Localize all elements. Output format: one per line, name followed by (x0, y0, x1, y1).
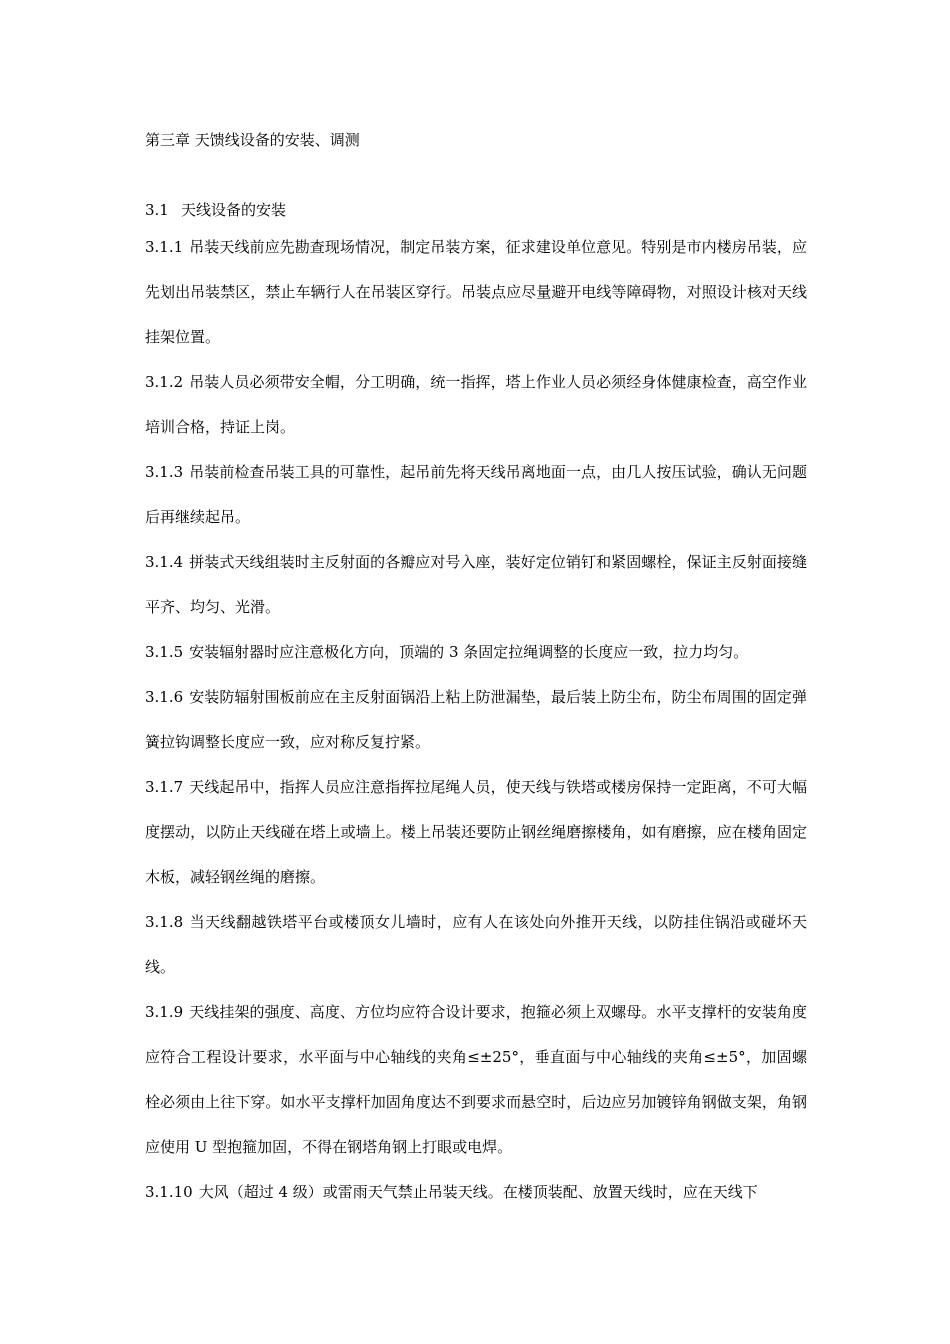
section-heading (145, 195, 807, 225)
paragraph-number: 3.1.7 (145, 778, 184, 796)
paragraph-text: 大风（超过 4 级）或雷雨天气禁止吊装天线。在楼顶装配、放置天线时，应在天线下 (198, 1183, 758, 1201)
paragraph-number: 3.1.6 (145, 688, 184, 706)
paragraph-text: 当天线翻越铁塔平台或楼顶女儿墙时，应有人在该处向外推开天线，以防挂住锅沿或碰坏天线。 (145, 913, 807, 976)
chapter-title: 第三章 天馈线设备的安装、调测 (145, 131, 360, 149)
paragraph-number: 3.1.10 (145, 1183, 193, 1201)
paragraph-text: 吊装天线前应先勘查现场情况，制定吊装方案，征求建设单位意见。特别是市内楼房吊装，应先划出吊装禁区，禁止车辆行人在吊装区穿行。吊装点应尽量避开电线等障碍物，对照设计核对天线挂架位置。 (145, 238, 807, 346)
paragraph-number: 3.1.8 (145, 913, 184, 931)
paragraph-3-1-8 (145, 900, 807, 990)
paragraph-3-1-9 (145, 990, 807, 1170)
paragraph-text: 拼装式天线组装时主反射面的各瓣应对号入座，装好定位销钉和紧固螺栓，保证主反射面接缝平齐、均匀、光滑。 (145, 553, 807, 616)
paragraph-number: 3.1.3 (145, 463, 184, 481)
paragraph-text: 天线挂架的强度、高度、方位均应符合设计要求，抱箍必须上双螺母。水平支撑杆的安装角度应符合工程设计要求，水平面与中心轴线的夹角≤±25°，垂直面与中心轴线的夹角≤±5°，加固螺栓必须由上往下穿。如水平支撑杆加固角度达不到要求而悬空时，后边应另加镀锌角钢做支架，角钢应使用 U 型抱箍加固，不得在钢塔角钢上打眼或电焊。 (145, 1003, 807, 1156)
paragraph-3-1-3 (145, 450, 807, 540)
page-content (145, 125, 807, 1215)
section-number: 3.1 (145, 201, 169, 219)
paragraph-number: 3.1.1 (145, 238, 184, 256)
paragraph-3-1-5 (145, 630, 807, 675)
paragraph-3-1-7 (145, 765, 807, 900)
paragraph-3-1-2 (145, 360, 807, 450)
paragraph-3-1-10 (145, 1170, 807, 1215)
paragraph-number: 3.1.5 (145, 643, 184, 661)
paragraph-3-1-6 (145, 675, 807, 765)
paragraph-3-1-4 (145, 540, 807, 630)
paragraph-number: 3.1.4 (145, 553, 184, 571)
paragraph-number: 3.1.2 (145, 373, 184, 391)
section-title: 天线设备的安装 (181, 201, 287, 219)
paragraph-text: 安装辐射器时应注意极化方向，顶端的 3 条固定拉绳调整的长度应一致，拉力均匀。 (189, 643, 749, 661)
paragraph-text: 安装防辐射围板前应在主反射面锅沿上粘上防泄漏垫，最后装上防尘布，防尘布周围的固定弹簧拉钩调整长度应一致，应对称反复拧紧。 (145, 688, 807, 751)
paragraph-number: 3.1.9 (145, 1003, 184, 1021)
paragraph-3-1-1 (145, 225, 807, 360)
paragraph-text: 天线起吊中，指挥人员应注意指挥拉尾绳人员，使天线与铁塔或楼房保持一定距离，不可大幅度摆动，以防止天线碰在塔上或墙上。楼上吊装还要防止钢丝绳磨擦楼角，如有磨擦，应在楼角固定木板，减轻钢丝绳的磨擦。 (145, 778, 807, 886)
paragraph-text: 吊装前检查吊装工具的可靠性，起吊前先将天线吊离地面一点，由几人按压试验，确认无问题后再继续起吊。 (145, 463, 807, 526)
paragraph-text: 吊装人员必须带安全帽，分工明确，统一指挥，塔上作业人员必须经身体健康检查，高空作业培训合格，持证上岗。 (145, 373, 807, 436)
